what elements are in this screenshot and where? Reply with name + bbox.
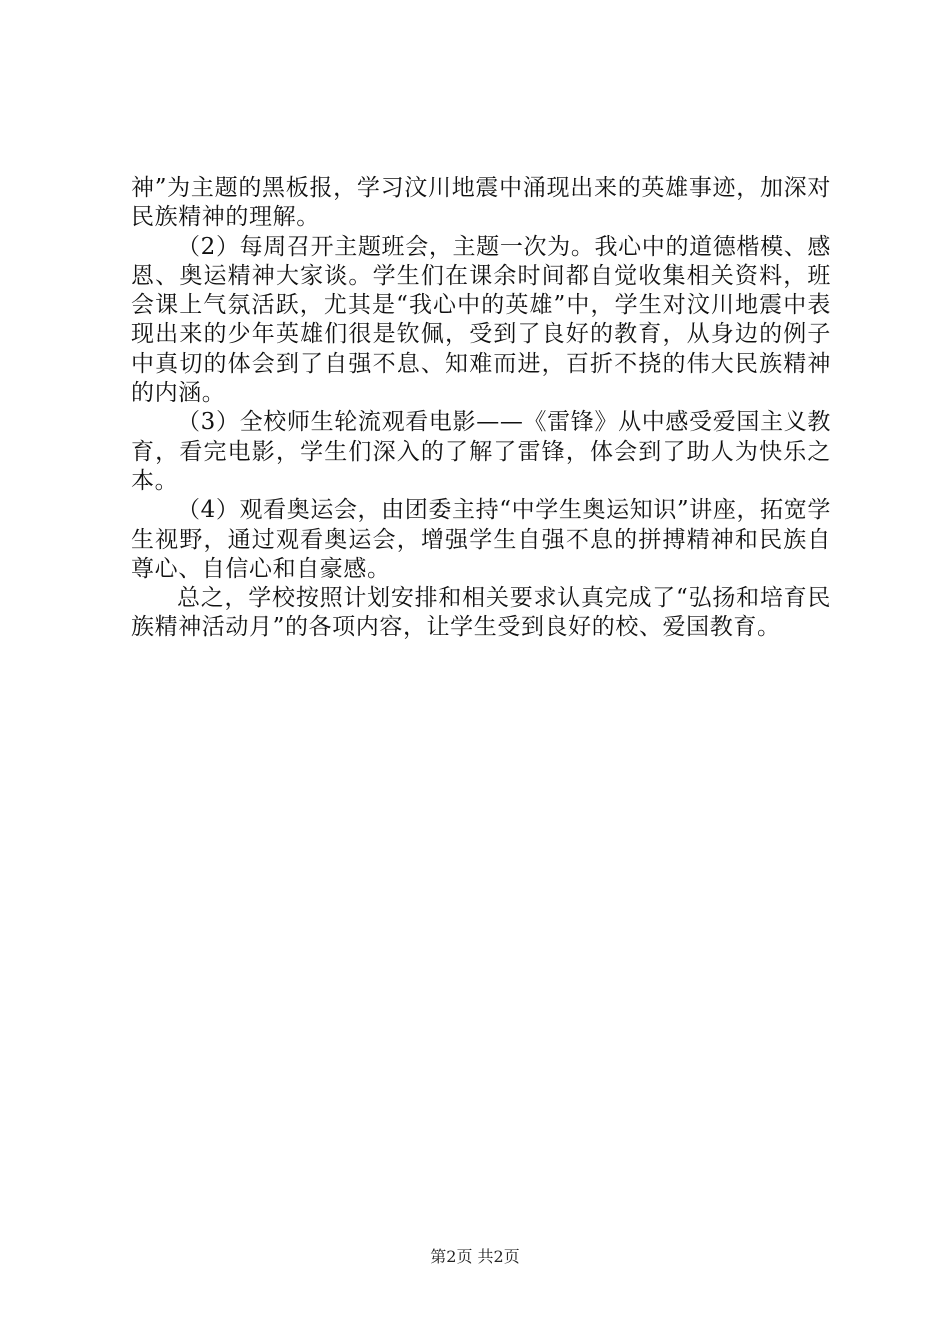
page-number-footer: 第2页 共2页 [430,1247,520,1266]
paragraph-item-3: （3）全校师生轮流观看电影——《雷锋》从中感受爱国主义教育，看完电影，学生们深入的了解了雷锋，体会到了助人为快乐之本。 [131,409,831,494]
paragraph-summary: 总之，学校按照计划安排和相关要求认真完成了“弘扬和培育民族精神活动月”的各项内容，让学生受到良好的校、爱国教育。 [131,585,831,641]
paragraph-item-2: （2）每周召开主题班会，主题一次为。我心中的道德楷模、感恩、奥运精神大家谈。学生们在课余时间都自觉收集相关资料，班会课上气氛活跃，尤其是“我心中的英雄”中，学生对汶川地震中表现出来的少年英雄们很是钦佩，受到了良好的教育，从身边的例子中真切的体会到了自强不息、知难而进，百折不挠的伟大民族精神的内涵。 [131,233,831,407]
paragraph-continuation: 神”为主题的黑板报，学习汶川地震中涌现出来的英雄事迹，加深对民族精神的理解。 [131,175,831,231]
document-body [131,174,831,643]
paragraph-item-4: （4）观看奥运会，由团委主持“中学生奥运知识”讲座，拓宽学生视野，通过观看奥运会，增强学生自强不息的拼搏精神和民族自尊心、自信心和自豪感。 [131,497,831,582]
